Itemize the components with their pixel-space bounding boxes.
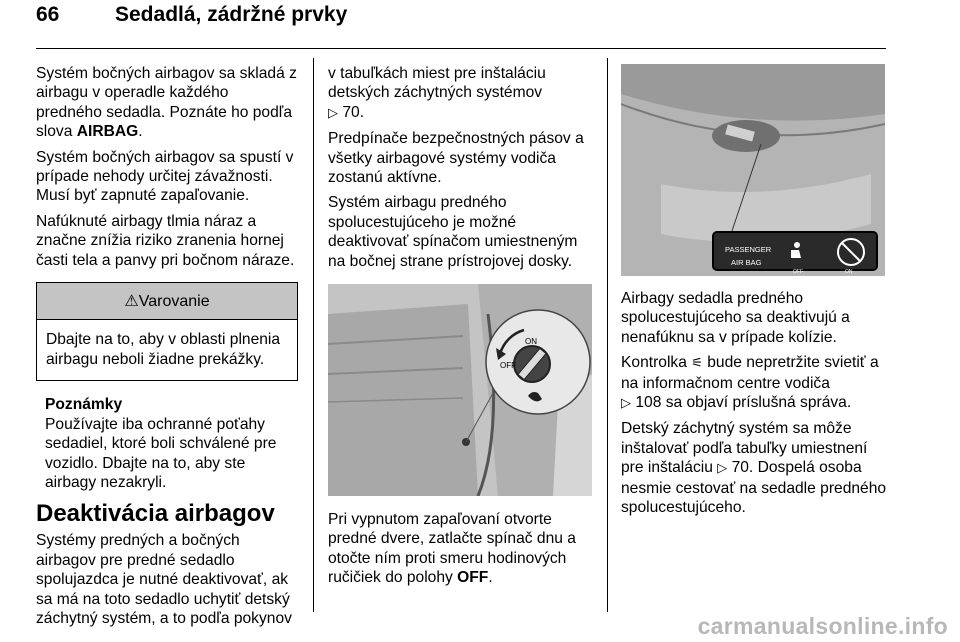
airbag-switch-illustration <box>328 284 592 496</box>
paragraph: Systém airbagu predného spolucestujúceho je možné deaktivovať spínačom umiestneným na bočnej strane prístrojovej dosky. <box>328 194 578 270</box>
airbag-off-icon: ⚟ <box>691 356 703 372</box>
text: v tabuľkách miest pre inštaláciu detských záchytných systémov <box>328 65 546 102</box>
column-3 <box>621 64 891 523</box>
bold-term: AIRBAG <box>76 123 139 141</box>
warning-triangle-icon: ⚠ <box>124 293 139 311</box>
watermark: carmanualsonline.info <box>697 613 948 639</box>
header-rule <box>36 48 886 49</box>
text: Kontrolka <box>621 354 687 372</box>
column-divider-1 <box>313 58 314 612</box>
indicator-off-label: OFF <box>793 269 803 275</box>
figure-airbag-switch <box>328 284 592 496</box>
page-number: 66 <box>36 3 60 26</box>
triangle-ref-icon: ▷ <box>328 105 338 121</box>
switch-on-label: ON <box>525 337 537 347</box>
triangle-ref-icon: ▷ <box>717 461 728 477</box>
paragraph <box>328 64 594 123</box>
note <box>36 395 298 492</box>
warning-label: Varovanie <box>138 293 210 311</box>
column-1 <box>36 64 298 634</box>
paragraph: Airbagy sedadla predného spolucestujúceho sa deaktivujú a nenafúknu sa v prípade kolízie. <box>621 290 850 346</box>
column-divider-2 <box>607 58 608 612</box>
text: . <box>138 123 143 141</box>
bold-term: OFF <box>457 569 489 587</box>
paragraph <box>328 510 594 588</box>
text: Systém bočných airbagov sa skladá z airbagu v operadle každého predného sedadla. Poznáte ho podľa slova <box>36 65 297 141</box>
switch-off-label: OFF <box>500 361 516 371</box>
triangle-ref-icon: ▷ <box>621 396 631 412</box>
indicator-on-label: ON <box>845 269 853 275</box>
page-reference: 70. Dospelá osoba nesmie cestovať na sedadle predného spolucestujúceho. <box>621 459 887 517</box>
paragraph: Systémy predných a bočných airbagov pre predné sedadlo spolujazdca je nutné deaktivovať, ak sa má na toto sedadlo uchytiť detský záchytný systém, a to podľa pokynov <box>36 532 292 627</box>
warning-title <box>37 283 297 320</box>
column-2 <box>328 64 594 594</box>
chapter-title: Sedadlá, zádržné prvky <box>115 3 348 26</box>
text: . <box>488 569 493 587</box>
paragraph: Systém bočných airbagov sa spustí v prípade nehody určitej závažnosti. Musí byť zapnuté zapaľovanie. <box>36 148 294 205</box>
note-title: Poznámky <box>45 396 123 414</box>
paragraph <box>621 353 891 413</box>
paragraph: Nafúknuté airbagy tlmia náraz a značne znížia riziko zranenia hornej časti tela a panvy pri bočnom náraze. <box>36 212 295 269</box>
figure-airbag-indicator <box>621 64 885 276</box>
section-title: Deaktivácia airbagov <box>36 500 275 528</box>
page-header <box>36 2 886 42</box>
paragraph: Predpínače bezpečnostných pásov a všetky airbagové systémy vodiča zostanú aktívne. <box>328 130 584 187</box>
paragraph <box>36 64 298 142</box>
note-body: Používajte iba ochranné poťahy sedadiel, ktoré boli schválené pre vozidlo. Dbajte na to, aby ste airbagy nezakryli. <box>45 415 277 491</box>
warning-box <box>36 282 298 381</box>
page-reference: 108 sa objaví príslušná správa. <box>635 394 852 412</box>
indicator-passenger-label: PASSENGER <box>725 245 772 254</box>
page-reference: 70. <box>342 103 365 121</box>
paragraph <box>621 419 891 517</box>
indicator-airbag-label: AIR BAG <box>731 258 762 267</box>
warning-body: Dbajte na to, aby v oblasti plnenia airbagu neboli žiadne prekážky. <box>46 331 281 368</box>
text: Detský záchytný systém sa môže inštalovať podľa tabuľky umiestnení pre inštaláciu <box>621 420 868 477</box>
text: Pri vypnutom zapaľovaní otvorte predné dvere, zatlačte spínač dnu a otočte ním proti smeru hodinových ručičiek do polohy <box>328 511 576 587</box>
text: bude nepretržite svietiť a na informačnom centre vodiča <box>621 354 879 392</box>
